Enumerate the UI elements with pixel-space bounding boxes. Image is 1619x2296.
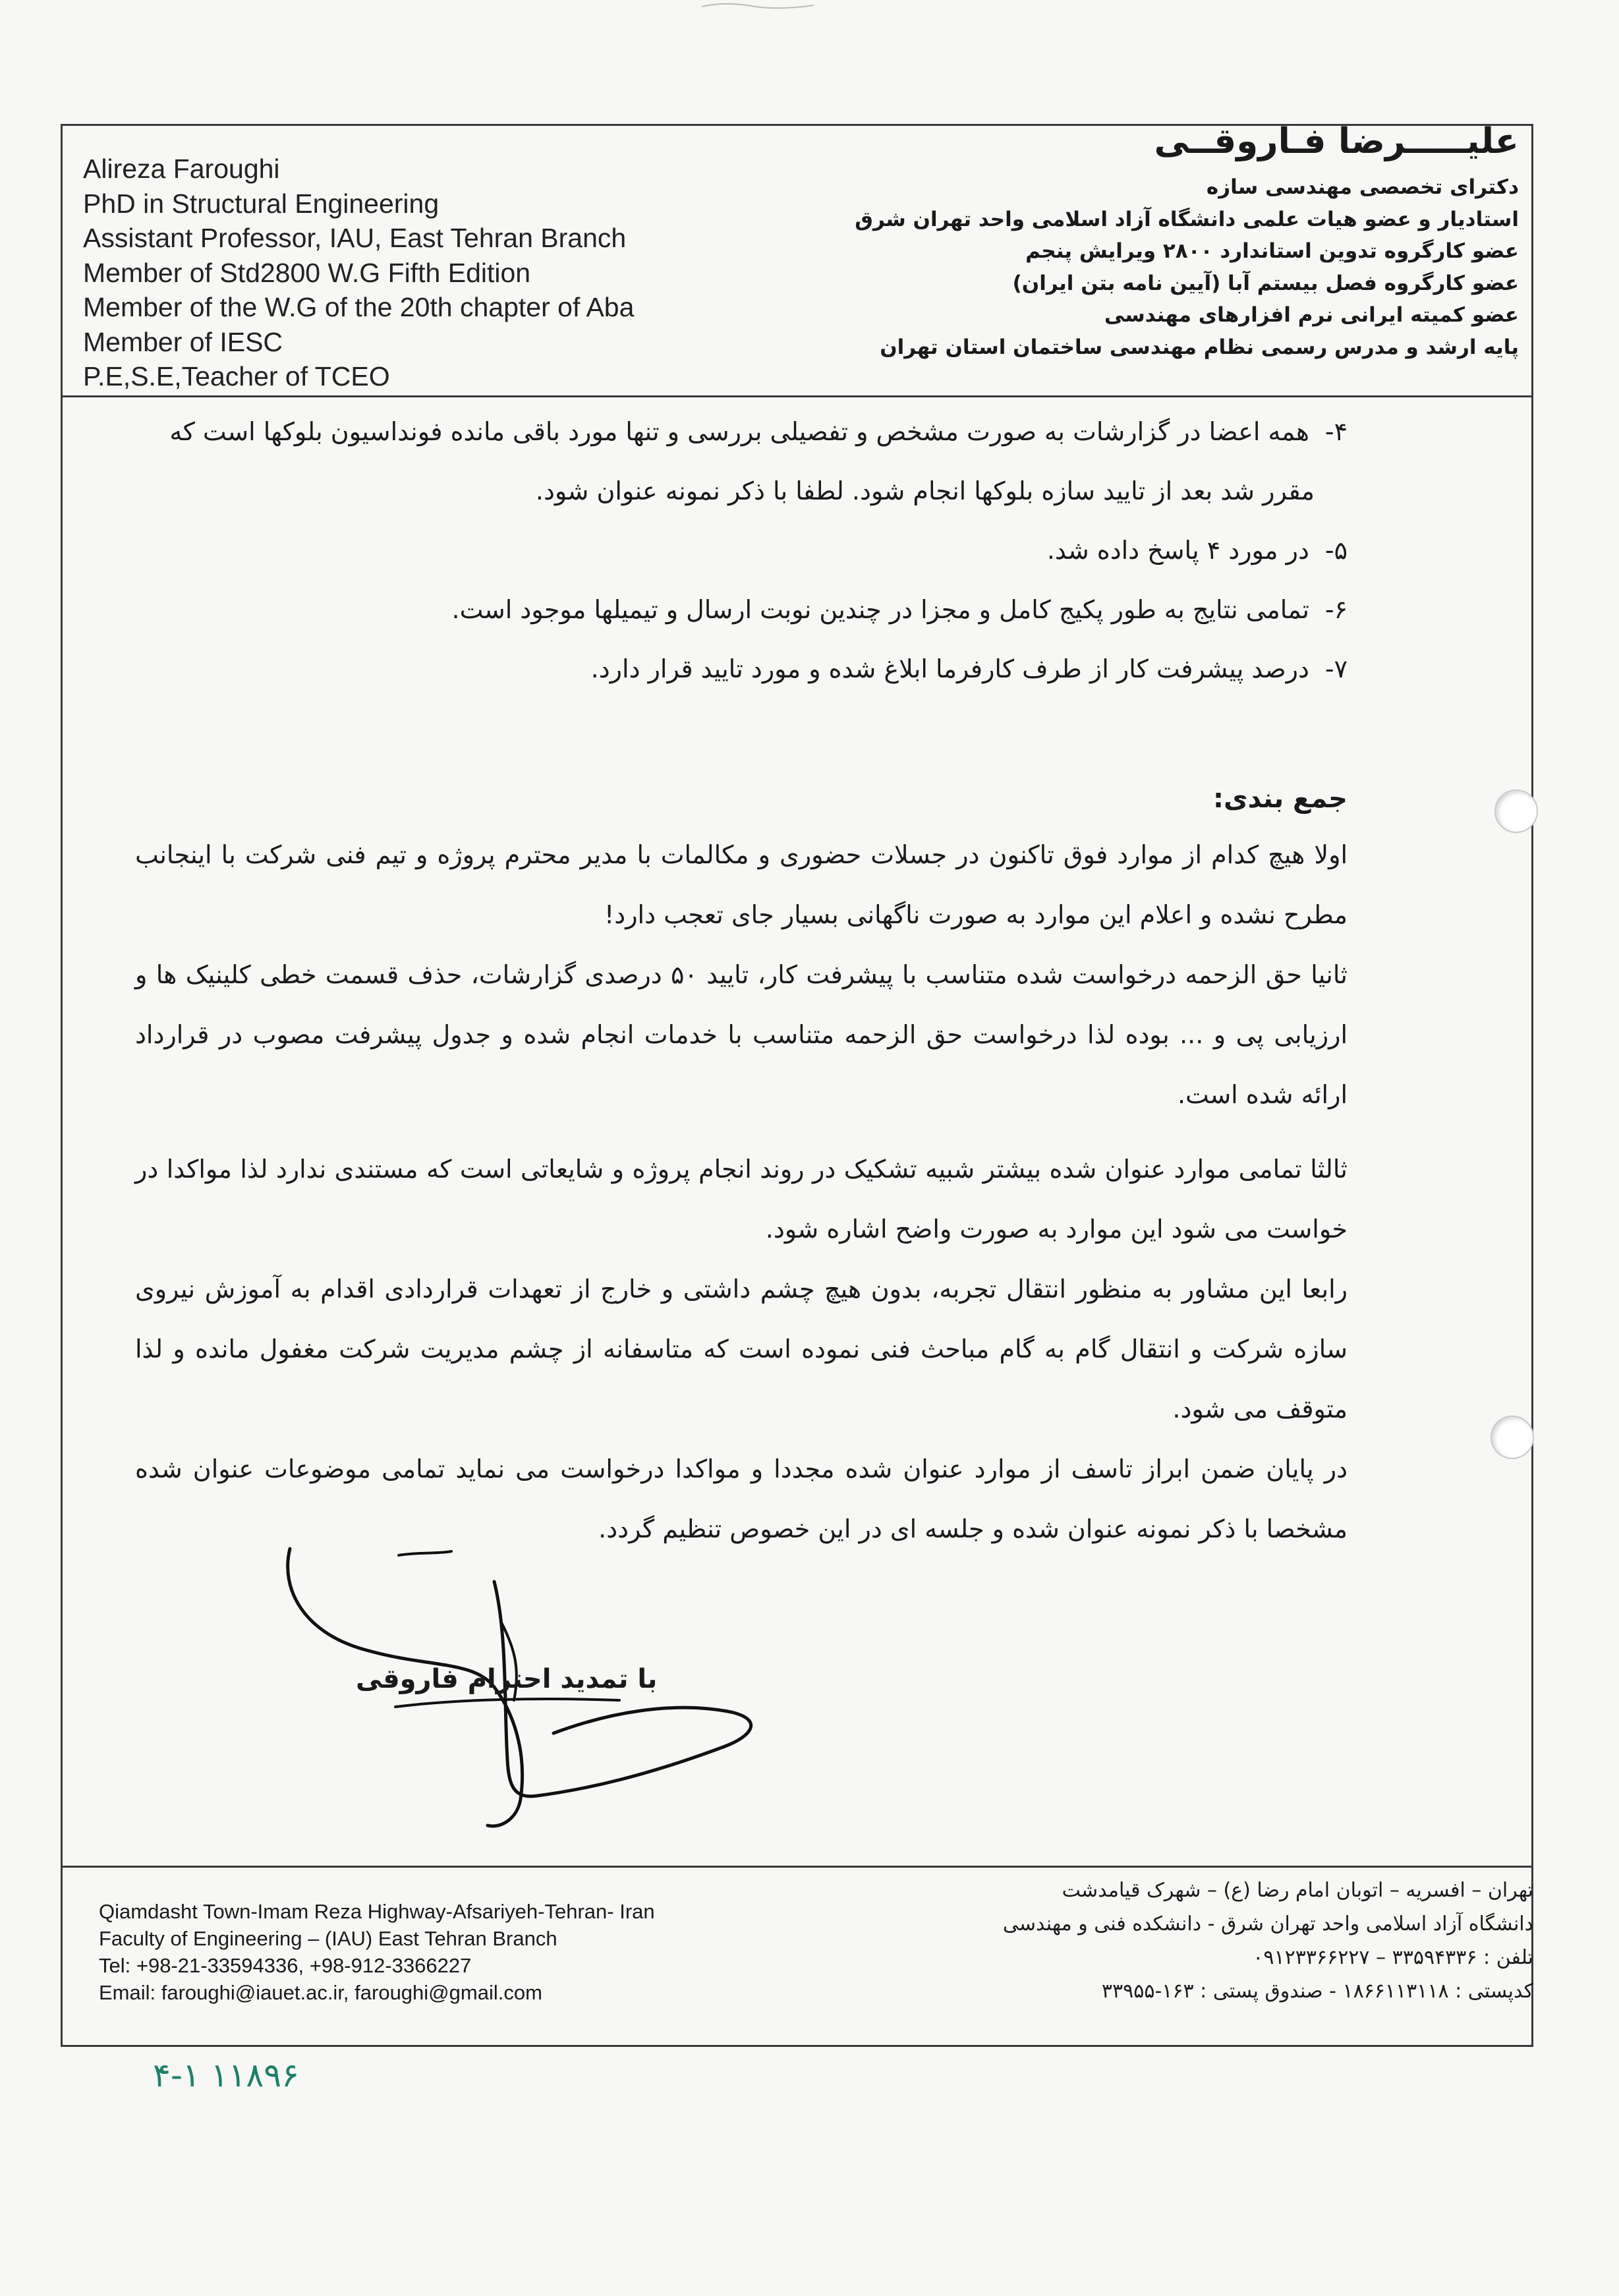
footer-divider (61, 1866, 1533, 1868)
list-item (135, 402, 1348, 521)
item-text: در مورد ۴ پاسخ داده شد. (1046, 536, 1309, 565)
membership-std2800-en: Member of Std2800 W.G Fifth Edition (83, 257, 531, 288)
letterhead-persian (761, 112, 1519, 363)
degree-en: PhD in Structural Engineering (83, 188, 440, 219)
file-number-stamp: ۱۱۸۹۶ ۴-۱ (153, 2056, 299, 2094)
letter-body (135, 402, 1348, 1559)
header-divider (61, 395, 1533, 397)
footer-address-fa: تهران – افسریه – اتوبان امام رضا (ع) – شهرک قیامدشت (1062, 1879, 1533, 1902)
item-text: تمامی نتایج به طور پکیج کامل و مجزا در چندین نوبت ارسال و تیمیلها موجود است. (451, 595, 1309, 624)
summary-paragraph-5: در پایان ضمن ابراز تاسف از موارد عنوان شده مجددا و مواکدا درخواست می نماید تمامی موضوعات عنوان شده مشخصا با ذکر نمونه عنوان شده و جلسه ای در این خصوص تنظیم گردد. (135, 1454, 1348, 1543)
footer-english (99, 1898, 791, 2006)
item-number: ۶- (1324, 595, 1348, 624)
summary-paragraph-4: رابعا این مشاور به منظور انتقال تجربه، بدون هیچ چشم داشتی و خارج از تعهدات قراردادی اقدام به آموزش نیروی سازه شرکت و انتقال گام به گام مباحث فنی نموده است که متاسفانه از چشم مدیریت شرکت مغفول مانده و لذا متوقف می شود. (135, 1275, 1348, 1423)
footer-phone-en: Tel: +98-21-33594336, +98-912-3366227 (99, 1954, 472, 1977)
footer-phone-fa: تلفن : ۳۳۵۹۴۳۳۶ – ۰۹۱۲۳۳۶۶۲۲۷ (1253, 1946, 1533, 1969)
summary-heading: جمع بندی: (1212, 784, 1348, 814)
item-number: ۴- (1324, 417, 1348, 446)
summary-paragraph-3: ثالثا تمامی موارد عنوان شده بیشتر شبیه تشکیک در روند انجام پروژه و شایعاتی است که مستندی ندارد لذا مواکدا در خواست می شود این موارد به صورت واضح اشاره شود. (135, 1155, 1348, 1244)
footer-postal-fa: کدپستی : ۱۸۶۶۱۱۳۱۱۸ - صندوق پستی : ۱۶۳-۳۳۹۵۵ (1101, 1980, 1533, 2003)
membership-iesc-fa: عضو کمیته ایرانی نرم افزارهای مهندسی (1104, 303, 1519, 327)
item-text: درصد پیشرفت کار از طرف کارفرما ابلاغ شده و مورد تایید قرار دارد. (590, 654, 1309, 683)
footer-faculty-fa: دانشگاه آزاد اسلامی واحد تهران شرق - دانشکده فنی و مهندسی (1002, 1912, 1533, 1936)
membership-aba-fa: عضو کارگروه فصل بیستم آبا (آیین نامه بتن ایران) (1012, 271, 1519, 295)
letterhead-english (83, 152, 729, 394)
footer-email-en: Email: faroughi@iauet.ac.ir, faroughi@gmail.com (99, 1981, 542, 2004)
author-name-fa: علیـــــرضا فـاروقــی (1154, 121, 1519, 161)
membership-aba-en: Member of the W.G of the 20th chapter of Aba (83, 292, 635, 322)
footer-address-en: Qiamdasht Town-Imam Reza Highway-Afsariyeh-Tehran- Iran (99, 1900, 655, 1923)
scan-mark (698, 0, 817, 12)
summary-paragraph-2: ثانیا حق الزحمه درخواست شده متناسب با پیشرفت کار، تایید ۵۰ درصدی گزارشات، حذف قسمت خطی کلینیک ها و ارزیابی پی و ... بوده لذا درخواست حق الزحمه متناسب با خدمات انجام شده و جدول پیشرفت مصوب در قرارداد ارائه شده است. (135, 960, 1348, 1109)
licence-fa: پایه ارشد و مدرس رسمی نظام مهندسی ساختمان استان تهران (880, 335, 1519, 359)
punch-hole-top (1494, 789, 1538, 833)
footer-persian (822, 1874, 1533, 2008)
punch-hole-bottom (1491, 1416, 1534, 1459)
position-fa: استادیار و عضو هیات علمی دانشگاه آزاد اسلامی واحد تهران شرق (855, 207, 1519, 231)
membership-std2800-fa: عضو کارگروه تدوین استاندارد ۲۸۰۰ ویرایش پنجم (1025, 239, 1519, 263)
list-item (135, 580, 1348, 639)
item-text: همه اعضا در گزارشات به صورت مشخص و تفصیلی بررسی و تنها مورد باقی مانده فونداسیون بلوکها است که (169, 417, 1309, 446)
item-text-continued: مقرر شد بعد از تایید سازه بلوکها انجام شود. لطفا با ذکر نمونه عنوان شود. (535, 476, 1315, 505)
item-number: ۵- (1324, 536, 1348, 565)
list-item (135, 521, 1348, 580)
author-name-en: Alireza Faroughi (83, 154, 280, 184)
list-item (135, 639, 1348, 699)
degree-fa: دکترای تخصصی مهندسی سازه (1206, 175, 1519, 199)
licence-en: P.E,S.E,Teacher of TCEO (83, 361, 390, 391)
footer-faculty-en: Faculty of Engineering – (IAU) East Tehran Branch (99, 1927, 557, 1950)
position-en: Assistant Professor, IAU, East Tehran Branch (83, 223, 627, 253)
membership-iesc-en: Member of IESC (83, 326, 283, 357)
closing-signature-line: با تمدید احترام فاروقی (356, 1664, 658, 1694)
summary-paragraph-1: اولا هیچ کدام از موارد فوق تاکنون در جسلات حضوری و مکالمات با مدیر محترم پروژه و تیم فنی شرکت با اینجانب مطرح نشده و اعلام این موارد به صورت ناگهانی بسیار جای تعجب دارد! (135, 840, 1348, 929)
item-number: ۷- (1324, 654, 1348, 683)
